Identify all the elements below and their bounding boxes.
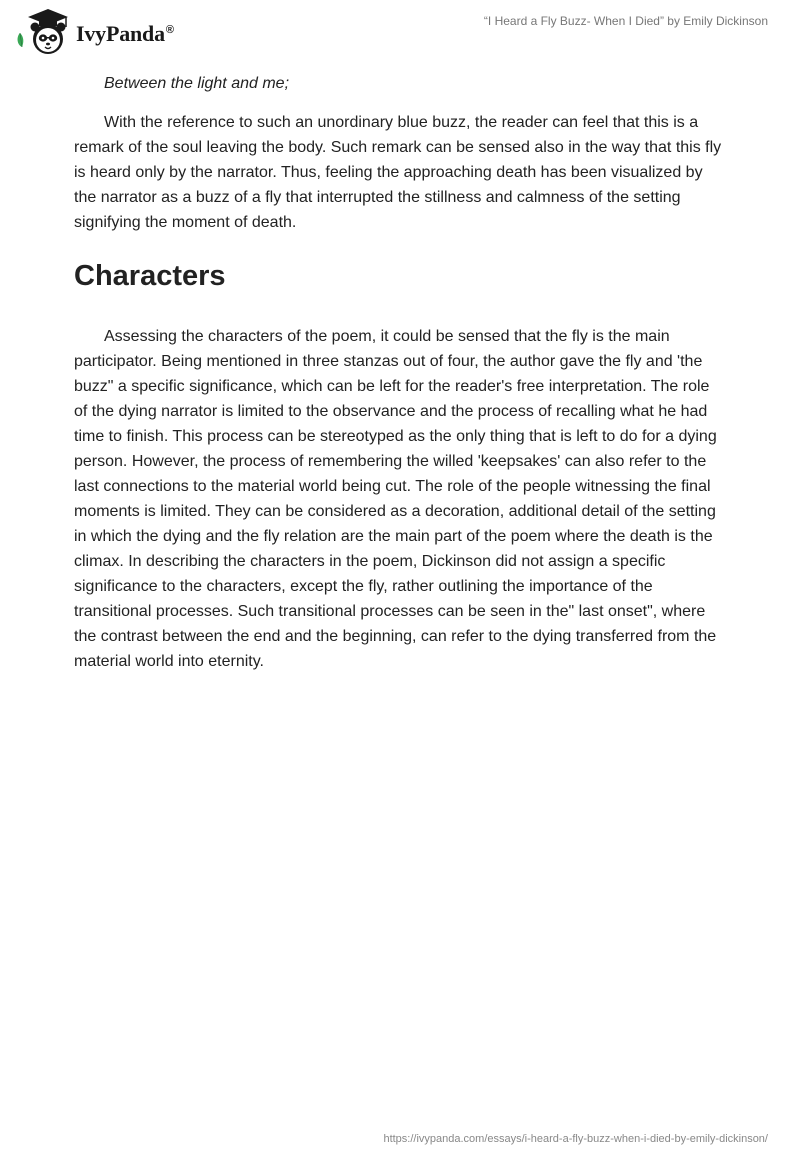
registered-mark: ®	[165, 23, 174, 36]
source-url-link[interactable]: https://ivypanda.com/essays/i-heard-a-fly-buzz-when-i-died-by-emily-dickinson/	[383, 1133, 768, 1145]
document-title: “I Heard a Fly Buzz- When I Died” by Emily Dickinson	[483, 14, 768, 28]
paragraph-buzz-analysis: With the reference to such an unordinary blue buzz, the reader can feel that this is a remark of the soul leaving the body. Such remark can be sensed also in the way that this fly is heard only by the narrator. Thus, feeling the approaching death has been visualized by the narrator as a buzz of a fly that interrupted the stillness and calmness of the setting signifying the moment of death.	[74, 114, 722, 231]
essay-content	[74, 71, 726, 674]
brand-name	[76, 21, 174, 47]
panda-graduate-icon	[14, 7, 72, 57]
ivypanda-logo[interactable]	[14, 7, 194, 57]
poem-quote-line: Between the light and me;	[104, 75, 290, 92]
paragraph-characters: Assessing the characters of the poem, it could be sensed that the fly is the main participator. Being mentioned in three stanzas out of four, the author gave the fly and 'the buzz" a specific significance, which can be left for the reader's free interpretation. The role of the dying narrator is limited to the observance and the process of recalling what he had time to finish. This process can be stereotyped as the only thing that is left to do for a dying person. However, the process of remembering the willed 'keepsakes' can also refer to the last connections to the material world being cut. The role of the people witnessing the final moments is limited. They can be considered as a decoration, additional detail of the setting in which the dying and the fly relation are the main part of the poem where the death is the climax. In describing the characters in the poem, Dickinson did not assign a specific significance to the characters, except the fly, rather outlining the importance of the transitional processes. Such transitional processes can be seen in the" last onset", where the contrast between the end and the beginning, can refer to the dying transferred from the material world into eternity.	[74, 328, 717, 670]
section-heading-characters: Characters	[74, 260, 226, 292]
page-header	[0, 0, 800, 60]
brand-text: IvyPanda	[76, 21, 165, 46]
